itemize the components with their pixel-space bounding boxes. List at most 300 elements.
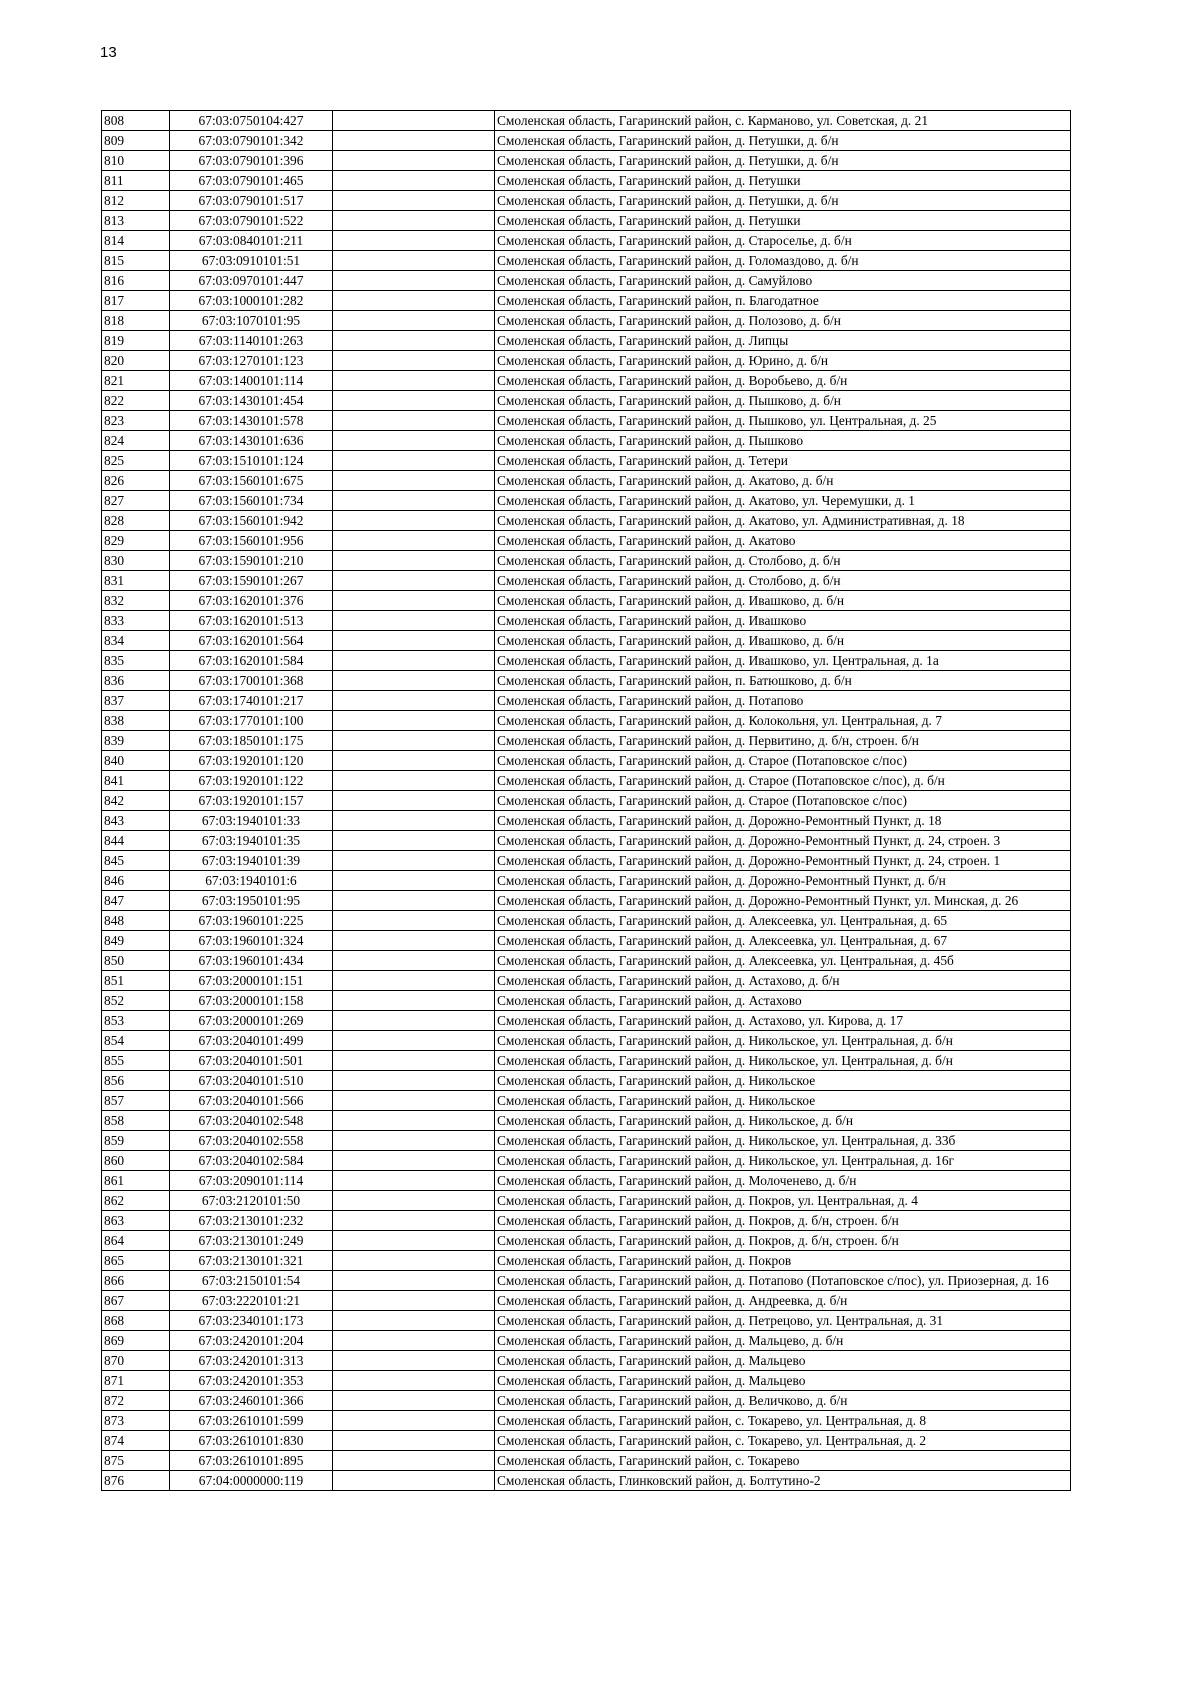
cadastral-number-cell: 67:03:1590101:210	[170, 551, 333, 571]
address-cell: Смоленская область, Гагаринский район, д. Дорожно-Ремонтный Пункт, ул. Минская, д. 26	[495, 891, 1071, 911]
cadastral-number-cell: 67:03:2000101:151	[170, 971, 333, 991]
table-row	[102, 351, 1071, 371]
row-number-cell: 809	[102, 131, 170, 151]
row-number-cell: 819	[102, 331, 170, 351]
cadastral-number-cell: 67:03:1920101:157	[170, 791, 333, 811]
address-cell: Смоленская область, Гагаринский район, д. Молоченево, д. б/н	[495, 1171, 1071, 1191]
blank-cell	[333, 851, 495, 871]
cadastral-number-cell: 67:03:2340101:173	[170, 1311, 333, 1331]
address-cell: Смоленская область, Глинковский район, д. Болтутино-2	[495, 1471, 1071, 1491]
cadastral-number-cell: 67:03:1430101:454	[170, 391, 333, 411]
table-row	[102, 671, 1071, 691]
cadastral-number-cell: 67:03:1140101:263	[170, 331, 333, 351]
cadastral-number-cell: 67:03:2150101:54	[170, 1271, 333, 1291]
table-row	[102, 751, 1071, 771]
blank-cell	[333, 1331, 495, 1351]
row-number-cell: 814	[102, 231, 170, 251]
address-cell: Смоленская область, Гагаринский район, д. Мальцево	[495, 1351, 1071, 1371]
address-cell: Смоленская область, Гагаринский район, д. Никольское, ул. Центральная, д. 16г	[495, 1151, 1071, 1171]
table-row	[102, 791, 1071, 811]
row-number-cell: 853	[102, 1011, 170, 1031]
table-row	[102, 591, 1071, 611]
cadastral-number-cell: 67:03:1070101:95	[170, 311, 333, 331]
blank-cell	[333, 931, 495, 951]
row-number-cell: 826	[102, 471, 170, 491]
row-number-cell: 874	[102, 1431, 170, 1451]
table-row	[102, 111, 1071, 131]
cadastral-number-cell: 67:03:0790101:517	[170, 191, 333, 211]
address-cell: Смоленская область, Гагаринский район, д. Старое (Потаповское с/пос), д. б/н	[495, 771, 1071, 791]
address-cell: Смоленская область, Гагаринский район, д. Потапово (Потаповское с/пос), ул. Приозерная, д. 16	[495, 1271, 1071, 1291]
table-row	[102, 1131, 1071, 1151]
address-cell: Смоленская область, Гагаринский район, д. Никольское	[495, 1091, 1071, 1111]
address-cell: Смоленская область, Гагаринский район, д. Петушки, д. б/н	[495, 151, 1071, 171]
blank-cell	[333, 711, 495, 731]
blank-cell	[333, 551, 495, 571]
address-cell: Смоленская область, Гагаринский район, д. Ивашково, ул. Центральная, д. 1а	[495, 651, 1071, 671]
cadastral-number-cell: 67:03:0790101:342	[170, 131, 333, 151]
blank-cell	[333, 1091, 495, 1111]
address-cell: Смоленская область, Гагаринский район, д. Столбово, д. б/н	[495, 551, 1071, 571]
address-cell: Смоленская область, Гагаринский район, д. Никольское, ул. Центральная, д. 33б	[495, 1131, 1071, 1151]
address-cell: Смоленская область, Гагаринский район, д. Астахово, д. б/н	[495, 971, 1071, 991]
row-number-cell: 873	[102, 1411, 170, 1431]
row-number-cell: 868	[102, 1311, 170, 1331]
address-cell: Смоленская область, Гагаринский район, д. Никольское, ул. Центральная, д. б/н	[495, 1031, 1071, 1051]
cadastral-number-cell: 67:03:2120101:50	[170, 1191, 333, 1211]
table-row	[102, 1051, 1071, 1071]
table-row	[102, 871, 1071, 891]
cadastral-number-cell: 67:03:1920101:122	[170, 771, 333, 791]
row-number-cell: 831	[102, 571, 170, 591]
blank-cell	[333, 771, 495, 791]
row-number-cell: 861	[102, 1171, 170, 1191]
cadastral-number-cell: 67:03:2420101:204	[170, 1331, 333, 1351]
registry-body	[102, 111, 1071, 1491]
blank-cell	[333, 1211, 495, 1231]
cadastral-number-cell: 67:03:2610101:599	[170, 1411, 333, 1431]
address-cell: Смоленская область, Гагаринский район, д. Никольское, ул. Центральная, д. б/н	[495, 1051, 1071, 1071]
row-number-cell: 843	[102, 811, 170, 831]
address-cell: Смоленская область, Гагаринский район, д. Величково, д. б/н	[495, 1391, 1071, 1411]
table-row	[102, 471, 1071, 491]
cadastral-number-cell: 67:03:2040102:548	[170, 1111, 333, 1131]
blank-cell	[333, 171, 495, 191]
row-number-cell: 832	[102, 591, 170, 611]
row-number-cell: 858	[102, 1111, 170, 1131]
row-number-cell: 841	[102, 771, 170, 791]
table-row	[102, 1111, 1071, 1131]
blank-cell	[333, 191, 495, 211]
row-number-cell: 820	[102, 351, 170, 371]
address-cell: Смоленская область, Гагаринский район, д. Липцы	[495, 331, 1071, 351]
row-number-cell: 821	[102, 371, 170, 391]
blank-cell	[333, 611, 495, 631]
address-cell: Смоленская область, Гагаринский район, с. Токарево, ул. Центральная, д. 2	[495, 1431, 1071, 1451]
blank-cell	[333, 1431, 495, 1451]
row-number-cell: 815	[102, 251, 170, 271]
row-number-cell: 846	[102, 871, 170, 891]
blank-cell	[333, 1411, 495, 1431]
address-cell: Смоленская область, Гагаринский район, д. Астахово, ул. Кирова, д. 17	[495, 1011, 1071, 1031]
blank-cell	[333, 971, 495, 991]
address-cell: Смоленская область, Гагаринский район, д. Петушки	[495, 171, 1071, 191]
address-cell: Смоленская область, Гагаринский район, д. Пышково	[495, 431, 1071, 451]
table-row	[102, 991, 1071, 1011]
table-row	[102, 1411, 1071, 1431]
cadastral-number-cell: 67:03:2130101:321	[170, 1251, 333, 1271]
table-row	[102, 611, 1071, 631]
row-number-cell: 812	[102, 191, 170, 211]
cadastral-number-cell: 67:03:0790101:396	[170, 151, 333, 171]
address-cell: Смоленская область, Гагаринский район, д. Первитино, д. б/н, строен. б/н	[495, 731, 1071, 751]
row-number-cell: 850	[102, 951, 170, 971]
table-row	[102, 171, 1071, 191]
row-number-cell: 860	[102, 1151, 170, 1171]
table-row	[102, 211, 1071, 231]
table-row	[102, 451, 1071, 471]
cadastral-number-cell: 67:03:1510101:124	[170, 451, 333, 471]
cadastral-number-cell: 67:03:1430101:578	[170, 411, 333, 431]
table-row	[102, 891, 1071, 911]
blank-cell	[333, 691, 495, 711]
address-cell: Смоленская область, Гагаринский район, д. Пышково, д. б/н	[495, 391, 1071, 411]
cadastral-number-cell: 67:03:0840101:211	[170, 231, 333, 251]
address-cell: Смоленская область, Гагаринский район, д. Дорожно-Ремонтный Пункт, д. б/н	[495, 871, 1071, 891]
row-number-cell: 834	[102, 631, 170, 651]
address-cell: Смоленская область, Гагаринский район, д. Полозово, д. б/н	[495, 311, 1071, 331]
cadastral-number-cell: 67:03:1430101:636	[170, 431, 333, 451]
row-number-cell: 810	[102, 151, 170, 171]
cadastral-number-cell: 67:03:1620101:513	[170, 611, 333, 631]
address-cell: Смоленская область, Гагаринский район, д. Голомаздово, д. б/н	[495, 251, 1071, 271]
row-number-cell: 855	[102, 1051, 170, 1071]
blank-cell	[333, 631, 495, 651]
blank-cell	[333, 331, 495, 351]
cadastral-number-cell: 67:03:1940101:35	[170, 831, 333, 851]
row-number-cell: 864	[102, 1231, 170, 1251]
cadastral-number-cell: 67:03:0790101:465	[170, 171, 333, 191]
row-number-cell: 833	[102, 611, 170, 631]
blank-cell	[333, 491, 495, 511]
cadastral-number-cell: 67:03:2130101:232	[170, 1211, 333, 1231]
row-number-cell: 813	[102, 211, 170, 231]
cadastral-number-cell: 67:03:1560101:675	[170, 471, 333, 491]
cadastral-number-cell: 67:03:1620101:584	[170, 651, 333, 671]
table-row	[102, 151, 1071, 171]
address-cell: Смоленская область, Гагаринский район, д. Ивашково	[495, 611, 1071, 631]
address-cell: Смоленская область, Гагаринский район, д. Юрино, д. б/н	[495, 351, 1071, 371]
blank-cell	[333, 591, 495, 611]
cadastral-number-cell: 67:03:1920101:120	[170, 751, 333, 771]
blank-cell	[333, 871, 495, 891]
table-row	[102, 511, 1071, 531]
address-cell: Смоленская область, Гагаринский район, д. Староселье, д. б/н	[495, 231, 1071, 251]
cadastral-number-cell: 67:03:2040101:510	[170, 1071, 333, 1091]
row-number-cell: 867	[102, 1291, 170, 1311]
table-row	[102, 1371, 1071, 1391]
row-number-cell: 857	[102, 1091, 170, 1111]
blank-cell	[333, 1471, 495, 1491]
cadastral-number-cell: 67:03:1590101:267	[170, 571, 333, 591]
blank-cell	[333, 371, 495, 391]
cadastral-number-cell: 67:03:2220101:21	[170, 1291, 333, 1311]
address-cell: Смоленская область, Гагаринский район, д. Алексеевка, ул. Центральная, д. 67	[495, 931, 1071, 951]
blank-cell	[333, 1251, 495, 1271]
row-number-cell: 875	[102, 1451, 170, 1471]
row-number-cell: 836	[102, 671, 170, 691]
row-number-cell: 849	[102, 931, 170, 951]
address-cell: Смоленская область, Гагаринский район, д. Акатово, ул. Черемушки, д. 1	[495, 491, 1071, 511]
blank-cell	[333, 1171, 495, 1191]
address-cell: Смоленская область, Гагаринский район, д. Ивашково, д. б/н	[495, 591, 1071, 611]
cadastral-number-cell: 67:03:2040101:501	[170, 1051, 333, 1071]
row-number-cell: 847	[102, 891, 170, 911]
table-row	[102, 1471, 1071, 1491]
table-row	[102, 951, 1071, 971]
cadastral-number-cell: 67:03:2420101:313	[170, 1351, 333, 1371]
cadastral-number-cell: 67:03:1770101:100	[170, 711, 333, 731]
blank-cell	[333, 211, 495, 231]
table-row	[102, 531, 1071, 551]
row-number-cell: 824	[102, 431, 170, 451]
table-row	[102, 1211, 1071, 1231]
row-number-cell: 825	[102, 451, 170, 471]
blank-cell	[333, 731, 495, 751]
blank-cell	[333, 1391, 495, 1411]
address-cell: Смоленская область, Гагаринский район, д. Петушки, д. б/н	[495, 131, 1071, 151]
table-row	[102, 131, 1071, 151]
row-number-cell: 871	[102, 1371, 170, 1391]
cadastral-number-cell: 67:03:0970101:447	[170, 271, 333, 291]
table-row	[102, 291, 1071, 311]
table-row	[102, 711, 1071, 731]
address-cell: Смоленская область, Гагаринский район, п. Батюшково, д. б/н	[495, 671, 1071, 691]
table-row	[102, 1151, 1071, 1171]
row-number-cell: 828	[102, 511, 170, 531]
cadastral-number-cell: 67:03:2420101:353	[170, 1371, 333, 1391]
table-row	[102, 251, 1071, 271]
table-row	[102, 1291, 1071, 1311]
address-cell: Смоленская область, Гагаринский район, д. Тетери	[495, 451, 1071, 471]
blank-cell	[333, 991, 495, 1011]
address-cell: Смоленская область, Гагаринский район, д. Старое (Потаповское с/пос)	[495, 791, 1071, 811]
table-row	[102, 1091, 1071, 1111]
blank-cell	[333, 751, 495, 771]
cadastral-number-cell: 67:04:0000000:119	[170, 1471, 333, 1491]
blank-cell	[333, 651, 495, 671]
address-cell: Смоленская область, Гагаринский район, д. Покров, д. б/н, строен. б/н	[495, 1211, 1071, 1231]
blank-cell	[333, 511, 495, 531]
cadastral-number-cell: 67:03:1940101:33	[170, 811, 333, 831]
cadastral-number-cell: 67:03:1620101:376	[170, 591, 333, 611]
cadastral-number-cell: 67:03:1960101:434	[170, 951, 333, 971]
address-cell: Смоленская область, Гагаринский район, д. Петушки, д. б/н	[495, 191, 1071, 211]
address-cell: Смоленская область, Гагаринский район, с. Токарево, ул. Центральная, д. 8	[495, 1411, 1071, 1431]
blank-cell	[333, 151, 495, 171]
row-number-cell: 823	[102, 411, 170, 431]
blank-cell	[333, 391, 495, 411]
address-cell: Смоленская область, Гагаринский район, д. Старое (Потаповское с/пос)	[495, 751, 1071, 771]
row-number-cell: 818	[102, 311, 170, 331]
blank-cell	[333, 1231, 495, 1251]
blank-cell	[333, 311, 495, 331]
table-row	[102, 1071, 1071, 1091]
address-cell: Смоленская область, Гагаринский район, д. Акатово, ул. Административная, д. 18	[495, 511, 1071, 531]
table-row	[102, 231, 1071, 251]
blank-cell	[333, 431, 495, 451]
blank-cell	[333, 951, 495, 971]
row-number-cell: 830	[102, 551, 170, 571]
table-row	[102, 191, 1071, 211]
blank-cell	[333, 1071, 495, 1091]
row-number-cell: 822	[102, 391, 170, 411]
blank-cell	[333, 1271, 495, 1291]
blank-cell	[333, 791, 495, 811]
row-number-cell: 811	[102, 171, 170, 191]
row-number-cell: 808	[102, 111, 170, 131]
cadastral-number-cell: 67:03:1270101:123	[170, 351, 333, 371]
row-number-cell: 816	[102, 271, 170, 291]
address-cell: Смоленская область, Гагаринский район, д. Алексеевка, ул. Центральная, д. 65	[495, 911, 1071, 931]
row-number-cell: 859	[102, 1131, 170, 1151]
cadastral-number-cell: 67:03:2000101:269	[170, 1011, 333, 1031]
cadastral-number-cell: 67:03:1560101:942	[170, 511, 333, 531]
address-cell: Смоленская область, Гагаринский район, д. Покров, ул. Центральная, д. 4	[495, 1191, 1071, 1211]
cadastral-number-cell: 67:03:0750104:427	[170, 111, 333, 131]
cadastral-number-cell: 67:03:1850101:175	[170, 731, 333, 751]
blank-cell	[333, 1051, 495, 1071]
blank-cell	[333, 1131, 495, 1151]
address-cell: Смоленская область, Гагаринский район, д. Воробьево, д. б/н	[495, 371, 1071, 391]
address-cell: Смоленская область, Гагаринский район, д. Покров	[495, 1251, 1071, 1271]
blank-cell	[333, 231, 495, 251]
table-row	[102, 1231, 1071, 1251]
row-number-cell: 845	[102, 851, 170, 871]
blank-cell	[333, 271, 495, 291]
row-number-cell: 840	[102, 751, 170, 771]
table-row	[102, 1351, 1071, 1371]
row-number-cell: 854	[102, 1031, 170, 1051]
address-cell: Смоленская область, Гагаринский район, с. Карманово, ул. Советская, д. 21	[495, 111, 1071, 131]
cadastral-number-cell: 67:03:2000101:158	[170, 991, 333, 1011]
address-cell: Смоленская область, Гагаринский район, д. Дорожно-Ремонтный Пункт, д. 24, строен. 1	[495, 851, 1071, 871]
cadastral-number-cell: 67:03:1000101:282	[170, 291, 333, 311]
cadastral-number-cell: 67:03:1960101:225	[170, 911, 333, 931]
cadastral-number-cell: 67:03:1940101:39	[170, 851, 333, 871]
cadastral-number-cell: 67:03:2460101:366	[170, 1391, 333, 1411]
table-row	[102, 1331, 1071, 1351]
table-row	[102, 631, 1071, 651]
table-row	[102, 1011, 1071, 1031]
row-number-cell: 865	[102, 1251, 170, 1271]
blank-cell	[333, 411, 495, 431]
table-row	[102, 331, 1071, 351]
table-row	[102, 1171, 1071, 1191]
table-row	[102, 1391, 1071, 1411]
cadastral-number-cell: 67:03:2040102:558	[170, 1131, 333, 1151]
blank-cell	[333, 911, 495, 931]
blank-cell	[333, 251, 495, 271]
table-row	[102, 931, 1071, 951]
row-number-cell: 876	[102, 1471, 170, 1491]
cadastral-number-cell: 67:03:2040102:584	[170, 1151, 333, 1171]
row-number-cell: 870	[102, 1351, 170, 1371]
table-row	[102, 271, 1071, 291]
table-row	[102, 1451, 1071, 1471]
cadastral-number-cell: 67:03:1560101:956	[170, 531, 333, 551]
table-row	[102, 651, 1071, 671]
table-row	[102, 1431, 1071, 1451]
table-row	[102, 431, 1071, 451]
blank-cell	[333, 291, 495, 311]
row-number-cell: 863	[102, 1211, 170, 1231]
table-row	[102, 1311, 1071, 1331]
table-row	[102, 831, 1071, 851]
address-cell: Смоленская область, Гагаринский район, д. Дорожно-Ремонтный Пункт, д. 18	[495, 811, 1071, 831]
row-number-cell: 866	[102, 1271, 170, 1291]
address-cell: Смоленская область, Гагаринский район, д. Петрецово, ул. Центральная, д. 31	[495, 1311, 1071, 1331]
blank-cell	[333, 1351, 495, 1371]
cadastral-number-cell: 67:03:1700101:368	[170, 671, 333, 691]
table-row	[102, 411, 1071, 431]
address-cell: Смоленская область, Гагаринский район, д. Колокольня, ул. Центральная, д. 7	[495, 711, 1071, 731]
address-cell: Смоленская область, Гагаринский район, д. Никольское, д. б/н	[495, 1111, 1071, 1131]
row-number-cell: 862	[102, 1191, 170, 1211]
table-row	[102, 771, 1071, 791]
row-number-cell: 837	[102, 691, 170, 711]
table-row	[102, 371, 1071, 391]
table-row	[102, 1031, 1071, 1051]
address-cell: Смоленская область, Гагаринский район, д. Никольское	[495, 1071, 1071, 1091]
blank-cell	[333, 831, 495, 851]
blank-cell	[333, 131, 495, 151]
table-row	[102, 1271, 1071, 1291]
blank-cell	[333, 1111, 495, 1131]
cadastral-number-cell: 67:03:2130101:249	[170, 1231, 333, 1251]
table-row	[102, 1251, 1071, 1271]
address-cell: Смоленская область, Гагаринский район, д. Мальцево	[495, 1371, 1071, 1391]
table-row	[102, 691, 1071, 711]
blank-cell	[333, 1371, 495, 1391]
address-cell: Смоленская область, Гагаринский район, д. Акатово	[495, 531, 1071, 551]
cadastral-number-cell: 67:03:1560101:734	[170, 491, 333, 511]
row-number-cell: 851	[102, 971, 170, 991]
cadastral-number-cell: 67:03:1960101:324	[170, 931, 333, 951]
address-cell: Смоленская область, Гагаринский район, д. Потапово	[495, 691, 1071, 711]
blank-cell	[333, 891, 495, 911]
row-number-cell: 852	[102, 991, 170, 1011]
row-number-cell: 872	[102, 1391, 170, 1411]
row-number-cell: 839	[102, 731, 170, 751]
row-number-cell: 835	[102, 651, 170, 671]
address-cell: Смоленская область, Гагаринский район, д. Петушки	[495, 211, 1071, 231]
table-row	[102, 311, 1071, 331]
address-cell: Смоленская область, Гагаринский район, д. Самуйлово	[495, 271, 1071, 291]
table-row	[102, 911, 1071, 931]
address-cell: Смоленская область, Гагаринский район, д. Алексеевка, ул. Центральная, д. 45б	[495, 951, 1071, 971]
table-row	[102, 731, 1071, 751]
cadastral-number-cell: 67:03:1620101:564	[170, 631, 333, 651]
blank-cell	[333, 571, 495, 591]
row-number-cell: 842	[102, 791, 170, 811]
address-cell: Смоленская область, Гагаринский район, д. Покров, д. б/н, строен. б/н	[495, 1231, 1071, 1251]
cadastral-number-cell: 67:03:0910101:51	[170, 251, 333, 271]
table-row	[102, 571, 1071, 591]
row-number-cell: 817	[102, 291, 170, 311]
cadastral-number-cell: 67:03:2610101:895	[170, 1451, 333, 1471]
address-cell: Смоленская область, Гагаринский район, д. Пышково, ул. Центральная, д. 25	[495, 411, 1071, 431]
